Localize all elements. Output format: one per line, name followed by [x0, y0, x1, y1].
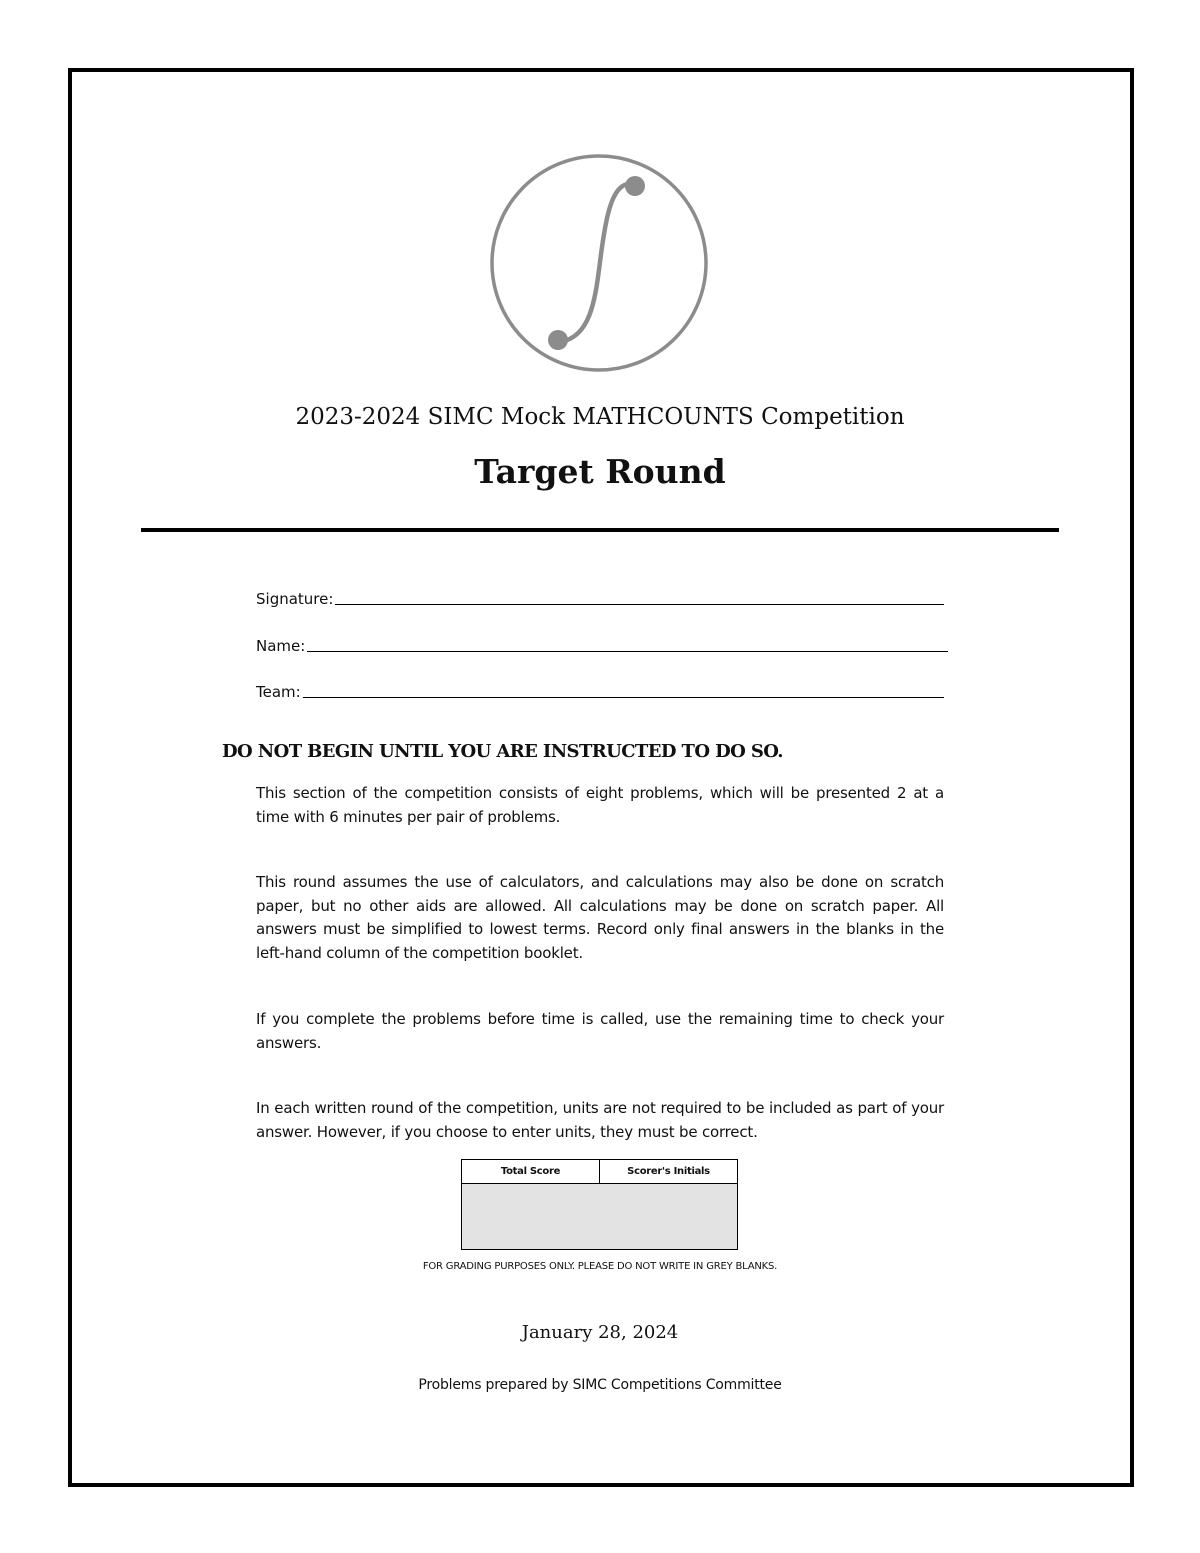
name-line[interactable]	[307, 651, 948, 652]
instruction-paragraph: This section of the competition consists of eight problems, which will be presented 2 at a time with 6 minutes per pair of problems.	[256, 784, 944, 826]
name-field[interactable]	[256, 631, 948, 655]
round-title: Target Round	[474, 452, 726, 491]
total-score-header: Total Score	[462, 1160, 600, 1183]
score-table-header	[462, 1160, 737, 1184]
signature-label: Signature:	[256, 590, 334, 608]
signature-field[interactable]	[256, 584, 944, 608]
start-warning: DO NOT BEGIN UNTIL YOU ARE INSTRUCTED TO DO SO.	[222, 741, 783, 762]
instruction-paragraph: If you complete the problems before time is called, use the remaining time to check your answers.	[256, 1010, 944, 1052]
title-divider	[141, 528, 1059, 532]
grading-note: FOR GRADING PURPOSES ONLY. PLEASE DO NOT WRITE IN GREY BLANKS.	[422, 1261, 778, 1272]
name-label: Name:	[256, 637, 306, 655]
signature-line[interactable]	[335, 604, 944, 605]
score-table	[461, 1159, 738, 1250]
team-field[interactable]	[256, 677, 944, 701]
grading-blank	[462, 1184, 737, 1249]
competition-subtitle: 2023-2024 SIMC Mock MATHCOUNTS Competition	[295, 404, 905, 430]
instruction-paragraph: This round assumes the use of calculators, and calculations may also be done on scratch paper, but no other aids are allowed. All calculations may be done on scratch paper. All answers must be simplified to lowest terms. Record only final answers in the blanks in the left-hand column of the competition booklet.	[256, 873, 944, 962]
team-label: Team:	[256, 683, 301, 701]
team-line[interactable]	[303, 697, 944, 698]
credits: Problems prepared by SIMC Competitions Committee	[418, 1377, 782, 1393]
scorer-initials-header: Scorer's Initials	[627, 1166, 710, 1177]
integral-logo-icon	[488, 152, 710, 374]
competition-date: January 28, 2024	[521, 1322, 679, 1343]
instruction-paragraph: In each written round of the competition, units are not required to be included as part of your answer. However, if you choose to enter units, they must be correct.	[256, 1099, 944, 1141]
